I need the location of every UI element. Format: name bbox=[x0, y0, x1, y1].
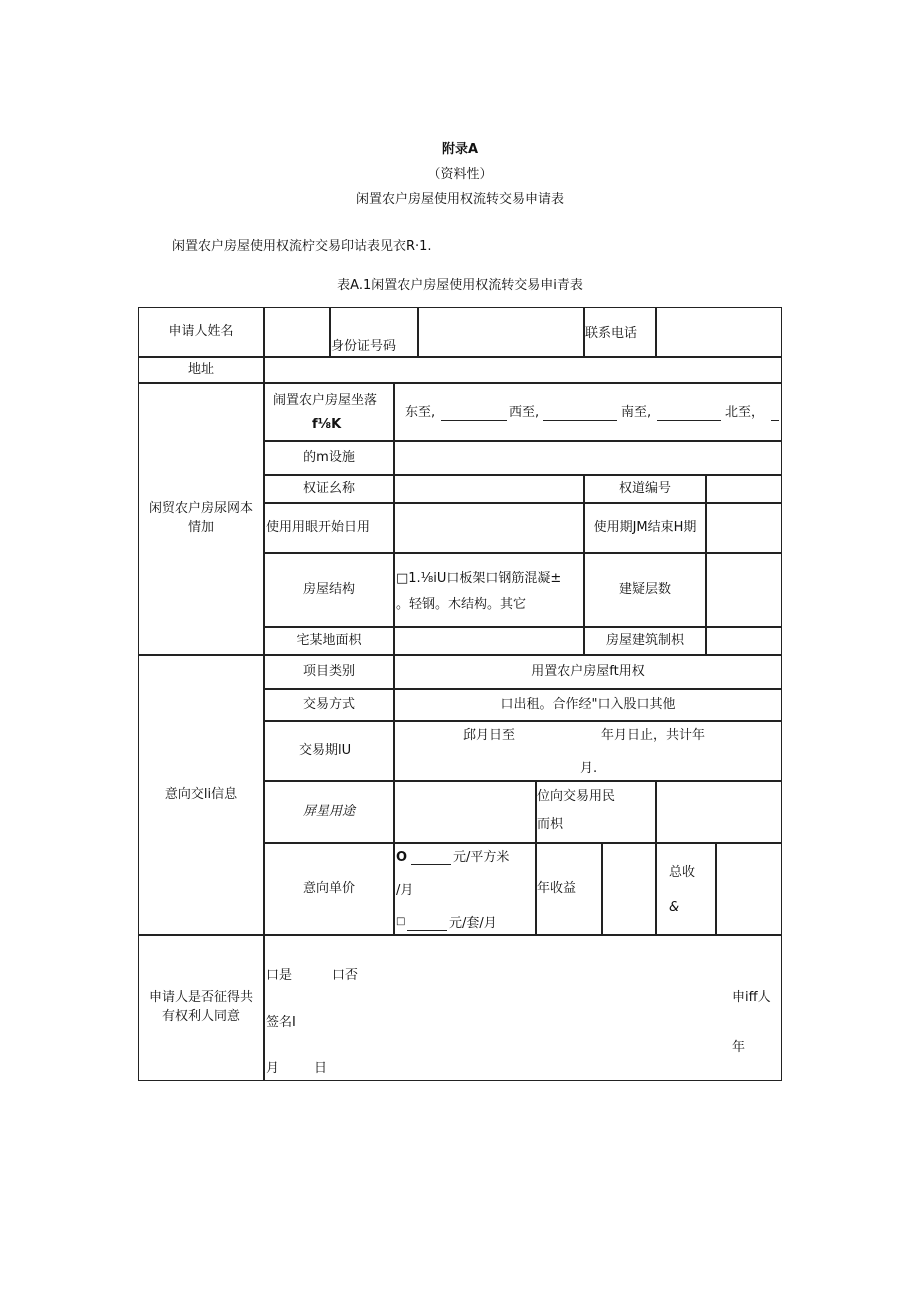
trade-mode-options[interactable]: 口出租。合作经"口入股口其他 bbox=[394, 689, 782, 721]
boundary-south-label: 南至, bbox=[621, 405, 652, 420]
cert-number-label: 权道编号 bbox=[584, 475, 706, 503]
trade-period-label-cell bbox=[264, 721, 394, 781]
use-start-field[interactable] bbox=[394, 503, 584, 553]
price-option1-unit: 元/平方米 bbox=[453, 850, 510, 865]
use-end-field[interactable] bbox=[706, 503, 782, 553]
intro-text: 闲置农户房屋使用权流柠交易印诂表见衣R·1. bbox=[172, 239, 432, 254]
trade-period-label: 交易期lU bbox=[299, 743, 352, 758]
total-income-field[interactable] bbox=[716, 843, 782, 935]
price-option1-month: /月 bbox=[396, 883, 414, 898]
unit-price-label: 意向单价 bbox=[264, 843, 394, 935]
annual-income-field[interactable] bbox=[602, 843, 656, 935]
section-intent-label: 意向交li信息 bbox=[138, 655, 264, 935]
intent-area-line2: 而枳 bbox=[537, 817, 564, 832]
structure-options[interactable] bbox=[394, 553, 584, 627]
intent-area-field[interactable] bbox=[656, 781, 782, 843]
period-month-text: 月. bbox=[580, 761, 598, 776]
structure-option-line1[interactable]: □1.⅛iU口板架口钢筋混凝± bbox=[396, 571, 562, 586]
use-start-label-cell bbox=[264, 503, 394, 553]
consent-yes-checkbox[interactable]: 口是 bbox=[266, 968, 293, 983]
form-title: 闲置农户房屋使用权流转交易申请表 bbox=[355, 192, 564, 207]
phone-label-cell bbox=[584, 307, 656, 357]
item-type-value: 用置农户房屋ft用权 bbox=[394, 655, 782, 689]
price-option2-blank[interactable] bbox=[407, 930, 447, 931]
applicant-name-label: 申请人姓名 bbox=[138, 307, 264, 357]
boundary-south-blank[interactable] bbox=[657, 420, 721, 421]
annual-income-label: 年收益 bbox=[537, 881, 577, 896]
building-area-label: 房屋建筑制枳 bbox=[584, 627, 706, 655]
period-end-text: 年月日止，共计年 bbox=[601, 728, 706, 743]
period-start-text: 邱月日至 bbox=[463, 728, 516, 743]
year-label: 年 bbox=[732, 1040, 746, 1055]
unit-price-options[interactable] bbox=[394, 843, 536, 935]
structure-label: 房屋结构 bbox=[264, 553, 394, 627]
facilities-label: 的m设施 bbox=[264, 441, 394, 475]
table-caption: 表A.1闲置农户房屋使用权流转交易申i青表 bbox=[337, 278, 583, 293]
boundary-cell bbox=[394, 383, 782, 441]
price-option2-checkbox[interactable]: □ bbox=[396, 916, 406, 927]
address-field[interactable] bbox=[264, 357, 782, 383]
day-label: 日 bbox=[314, 1061, 328, 1076]
consent-no-checkbox[interactable]: 口否 bbox=[332, 968, 359, 983]
application-form bbox=[138, 307, 782, 1081]
appendix-nature: （资料性） bbox=[427, 167, 493, 182]
price-option2-unit: 元/套/月 bbox=[449, 916, 497, 931]
boundary-north-label: 北至， bbox=[725, 405, 765, 420]
price-option1-radio[interactable]: O bbox=[396, 850, 408, 865]
location-label bbox=[264, 383, 394, 441]
consent-cell bbox=[264, 935, 782, 1081]
intent-area-line1: 位向交易用民 bbox=[537, 789, 616, 804]
floors-label: 建疑层数 bbox=[584, 553, 706, 627]
land-area-field[interactable] bbox=[394, 627, 584, 655]
phone-field[interactable] bbox=[656, 307, 782, 357]
location-label-line2: f⅛K bbox=[312, 417, 342, 432]
appendix-label: 附录A bbox=[441, 142, 479, 157]
boundary-north-blank[interactable] bbox=[771, 420, 779, 421]
boundary-east-label: 东至, bbox=[405, 405, 436, 420]
cert-name-field[interactable] bbox=[394, 475, 584, 503]
price-option1-blank[interactable] bbox=[411, 864, 451, 865]
intent-area-label bbox=[536, 781, 656, 843]
id-number-field[interactable] bbox=[418, 307, 584, 357]
total-income-line2: & bbox=[669, 900, 680, 915]
cert-number-field[interactable] bbox=[706, 475, 782, 503]
total-income-label bbox=[656, 843, 716, 935]
trade-mode-label: 交易方式 bbox=[264, 689, 394, 721]
cert-name-label: 权证幺称 bbox=[264, 475, 394, 503]
trade-period-field[interactable] bbox=[394, 721, 782, 781]
phone-label: 联系电话 bbox=[585, 326, 638, 341]
annual-income-label-cell bbox=[536, 843, 602, 935]
boundary-west-label: 西至, bbox=[509, 405, 540, 420]
month-label: 月 bbox=[266, 1061, 280, 1076]
item-type-label: 项目类别 bbox=[264, 655, 394, 689]
location-label-line1: 闹置农户房屋坐落 bbox=[273, 393, 378, 408]
house-use-field[interactable] bbox=[394, 781, 536, 843]
id-number-label: 身份证号码 bbox=[331, 339, 397, 354]
consent-label: 申请人是否征得共有权利人同意 bbox=[138, 935, 264, 1081]
building-area-field[interactable] bbox=[706, 627, 782, 655]
sign-label: 签名I bbox=[266, 1015, 296, 1030]
land-area-label: 宅某地面枳 bbox=[264, 627, 394, 655]
boundary-east-blank[interactable] bbox=[441, 420, 507, 421]
facilities-field[interactable] bbox=[394, 441, 782, 475]
use-end-label: 使用期JM结束H期 bbox=[584, 503, 706, 553]
applicant-sign-label: 申iff人 bbox=[732, 990, 771, 1005]
structure-option-line2[interactable]: 。轻钢。木结构。其它 bbox=[396, 597, 527, 612]
address-label: 地址 bbox=[138, 357, 264, 383]
use-start-label: 使用用眼开始日用 bbox=[266, 520, 371, 535]
section-house-label: 闲贸农户房尿网本情加 bbox=[138, 383, 264, 655]
house-use-label: 屏星用途 bbox=[264, 781, 394, 843]
floors-field[interactable] bbox=[706, 553, 782, 627]
total-income-line1: 总收 bbox=[669, 865, 696, 880]
applicant-name-field[interactable] bbox=[264, 307, 330, 357]
id-number-label-cell bbox=[330, 307, 418, 357]
boundary-west-blank[interactable] bbox=[543, 420, 617, 421]
